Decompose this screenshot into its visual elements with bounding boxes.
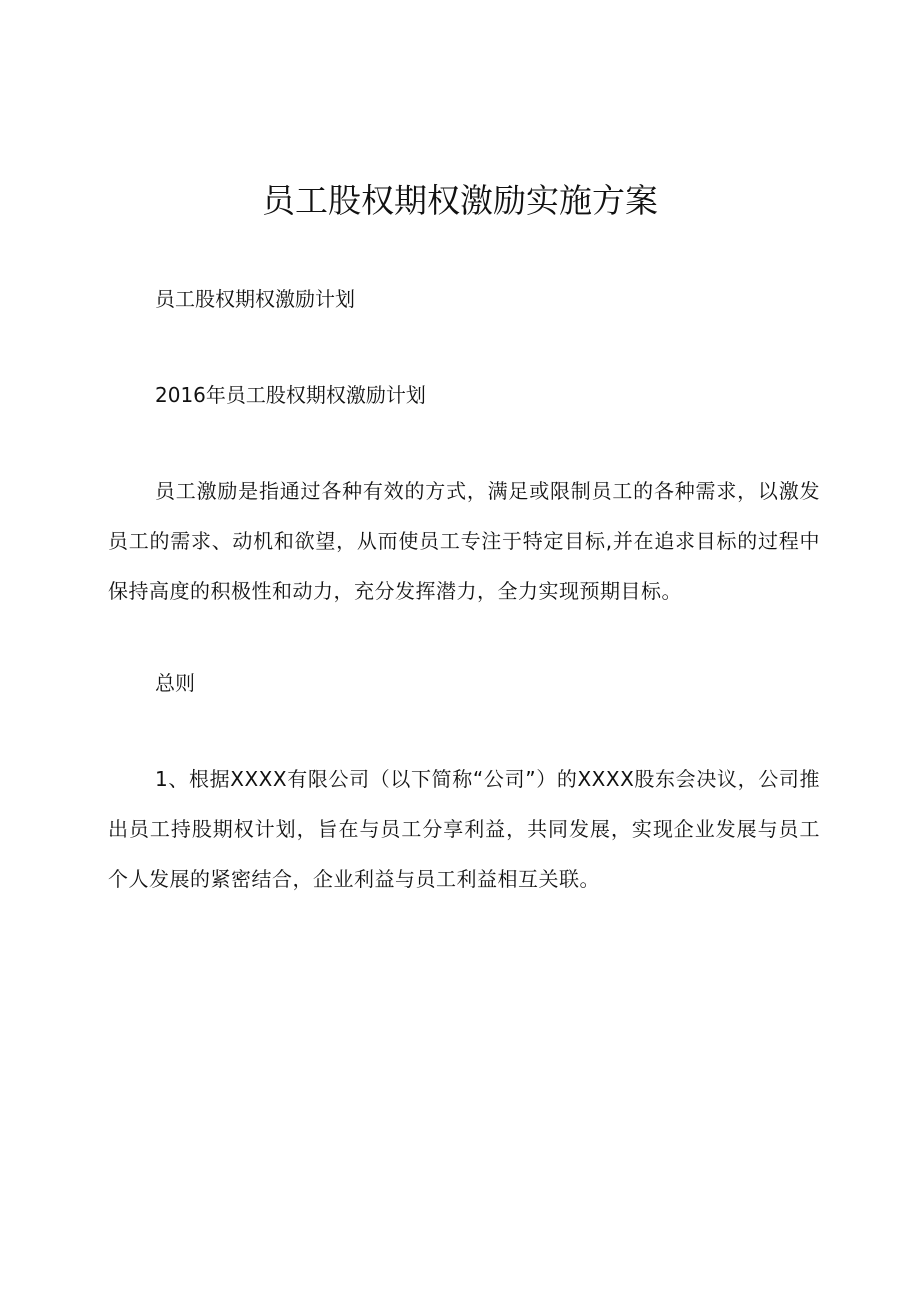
plan-year-title: 2016年员工股权期权激励计划 <box>155 383 426 407</box>
document-title: 员工股权期权激励实施方案 <box>262 181 658 220</box>
intro-paragraph: 员工激励是指通过各种有效的方式，满足或限制员工的各种需求，以激发员工的需求、动机和欲望，从而使员工专注于特定目标,并在追求目标的过程中保持高度的积极性和动力，充分发挥潜力，全力实现预期目标。 <box>108 479 820 603</box>
plan-subtitle: 员工股权期权激励计划 <box>155 287 355 311</box>
section-heading-general: 总则 <box>155 671 195 695</box>
clause-1-paragraph: 1、根据XXXX有限公司（以下简称“公司”）的XXXX股东会决议，公司推出员工持股期权计划，旨在与员工分享利益，共同发展，实现企业发展与员工个人发展的紧密结合，企业利益与员工利益相互关联。 <box>108 767 820 891</box>
